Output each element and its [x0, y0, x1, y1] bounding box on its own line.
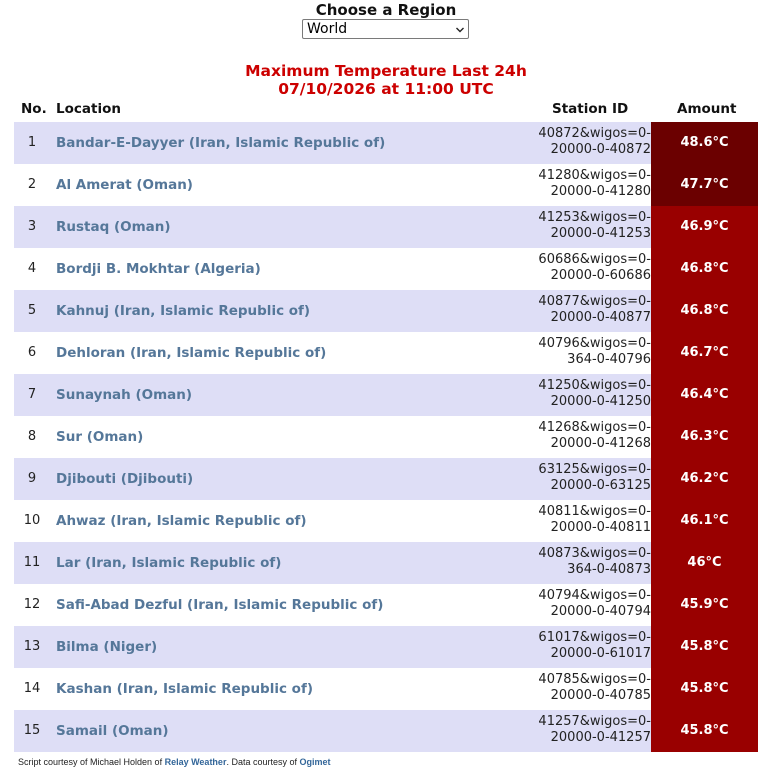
row-number: 7	[27, 387, 37, 402]
row-station-id	[519, 588, 651, 622]
row-location-link[interactable]: Kahnuj (Iran, Islamic Republic of)	[56, 303, 311, 319]
row-number: 12	[23, 597, 41, 612]
temperature-table	[14, 122, 758, 752]
row-amount: 46.8°C	[651, 290, 758, 332]
row-station-id	[519, 546, 651, 580]
table-row	[14, 458, 758, 500]
row-station-id	[519, 336, 651, 370]
station-id-line2: 20000-0-40811	[550, 520, 651, 535]
row-number: 1	[27, 135, 37, 150]
station-id-line2: 364-0-40873	[567, 562, 651, 577]
row-location-link[interactable]: Kashan (Iran, Islamic Republic of)	[56, 681, 313, 697]
station-id-line2: 20000-0-61017	[550, 646, 651, 661]
row-amount: 48.6°C	[651, 122, 758, 164]
column-header-no: No.	[21, 101, 47, 117]
ogimet-link[interactable]: Ogimet	[299, 757, 331, 767]
table-row	[14, 584, 758, 626]
column-header-location: Location	[56, 101, 121, 117]
table-row	[14, 542, 758, 584]
station-id-line2: 20000-0-40794	[550, 604, 651, 619]
station-id-line2: 20000-0-41268	[550, 436, 651, 451]
row-amount: 46.8°C	[651, 248, 758, 290]
region-select[interactable]	[302, 19, 469, 39]
table-row	[14, 206, 758, 248]
row-station-id	[519, 252, 651, 286]
row-number: 15	[23, 723, 41, 738]
row-amount: 45.8°C	[651, 626, 758, 668]
station-id-line2: 20000-0-41257	[550, 730, 651, 745]
row-location-link[interactable]: Dehloran (Iran, Islamic Republic of)	[56, 345, 327, 361]
row-location-link[interactable]: Ahwaz (Iran, Islamic Republic of)	[56, 513, 307, 529]
table-row	[14, 626, 758, 668]
row-location-link[interactable]: Samail (Oman)	[56, 723, 169, 739]
table-row	[14, 332, 758, 374]
station-id-line1: 40794&wigos=0-	[538, 588, 651, 603]
relay-weather-link[interactable]: Relay Weather	[164, 757, 227, 767]
row-number: 8	[27, 429, 37, 444]
row-amount: 46.4°C	[651, 374, 758, 416]
row-station-id	[519, 672, 651, 706]
page-title: Maximum Temperature Last 24h	[245, 62, 527, 80]
table-row	[14, 122, 758, 164]
station-id-line1: 41268&wigos=0-	[538, 420, 651, 435]
row-number: 2	[27, 177, 37, 192]
station-id-line1: 40811&wigos=0-	[538, 504, 651, 519]
row-station-id	[519, 420, 651, 454]
page-subtitle-datetime: 07/10/2026 at 11:00 UTC	[278, 80, 494, 98]
row-amount: 46.2°C	[651, 458, 758, 500]
station-id-line2: 20000-0-60686	[550, 268, 651, 283]
row-location-link[interactable]: Rustaq (Oman)	[56, 219, 171, 235]
column-header-station-id: Station ID	[552, 101, 629, 117]
table-header	[14, 100, 758, 120]
station-id-line2: 20000-0-63125	[550, 478, 651, 493]
row-location-link[interactable]: Al Amerat (Oman)	[56, 177, 193, 193]
row-station-id	[519, 504, 651, 538]
row-number: 4	[27, 261, 37, 276]
station-id-line1: 40872&wigos=0-	[538, 126, 651, 141]
station-id-line2: 20000-0-41280	[550, 184, 651, 199]
row-station-id	[519, 714, 651, 748]
row-location-link[interactable]: Djibouti (Djibouti)	[56, 471, 194, 487]
row-station-id	[519, 294, 651, 328]
station-id-line2: 20000-0-41250	[550, 394, 651, 409]
row-station-id	[519, 630, 651, 664]
station-id-line2: 20000-0-40872	[550, 142, 651, 157]
region-select-value: World	[307, 21, 348, 37]
row-amount: 46.1°C	[651, 500, 758, 542]
row-number: 5	[27, 303, 37, 318]
chevron-down-icon	[456, 26, 464, 34]
table-row	[14, 290, 758, 332]
station-id-line1: 41250&wigos=0-	[538, 378, 651, 393]
row-location-link[interactable]: Sur (Oman)	[56, 429, 144, 445]
station-id-line1: 41257&wigos=0-	[538, 714, 651, 729]
region-title: Choose a Region	[315, 1, 457, 19]
station-id-line2: 20000-0-41253	[550, 226, 651, 241]
footer-prefix: Script courtesy of Michael Holden of	[18, 757, 165, 767]
table-row	[14, 248, 758, 290]
row-number: 10	[23, 513, 41, 528]
row-location-link[interactable]: Sunaynah (Oman)	[56, 387, 193, 403]
row-amount: 45.8°C	[651, 668, 758, 710]
table-row	[14, 164, 758, 206]
table-row	[14, 500, 758, 542]
row-location-link[interactable]: Safi-Abad Dezful (Iran, Islamic Republic of)	[56, 597, 384, 613]
row-station-id	[519, 168, 651, 202]
row-number: 13	[23, 639, 41, 654]
station-id-line2: 20000-0-40785	[550, 688, 651, 703]
table-row	[14, 374, 758, 416]
station-id-line1: 40873&wigos=0-	[538, 546, 651, 561]
row-amount: 45.9°C	[651, 584, 758, 626]
footer-middle: . Data courtesy of	[226, 757, 300, 767]
row-number: 14	[23, 681, 41, 696]
row-number: 3	[27, 219, 37, 234]
station-id-line2: 20000-0-40877	[550, 310, 651, 325]
station-id-line1: 60686&wigos=0-	[538, 252, 651, 267]
row-amount: 46.7°C	[651, 332, 758, 374]
table-row	[14, 416, 758, 458]
row-station-id	[519, 126, 651, 160]
row-station-id	[519, 210, 651, 244]
row-number: 6	[27, 345, 37, 360]
column-header-amount: Amount	[677, 101, 737, 117]
station-id-line2: 364-0-40796	[567, 352, 651, 367]
station-id-line1: 63125&wigos=0-	[538, 462, 651, 477]
station-id-line1: 41280&wigos=0-	[538, 168, 651, 183]
table-row	[14, 710, 758, 752]
row-amount: 46°C	[651, 542, 758, 584]
row-location-link[interactable]: Lar (Iran, Islamic Republic of)	[56, 555, 282, 571]
row-amount: 47.7°C	[651, 164, 758, 206]
row-location-link[interactable]: Bandar-E-Dayyer (Iran, Islamic Republic of)	[56, 135, 386, 151]
station-id-line1: 41253&wigos=0-	[538, 210, 651, 225]
station-id-line1: 40796&wigos=0-	[538, 336, 651, 351]
row-station-id	[519, 378, 651, 412]
row-station-id	[519, 462, 651, 496]
row-number: 11	[23, 555, 41, 570]
table-row	[14, 668, 758, 710]
station-id-line1: 61017&wigos=0-	[538, 630, 651, 645]
row-location-link[interactable]: Bordji B. Mokhtar (Algeria)	[56, 261, 261, 277]
footer-credit	[18, 757, 331, 767]
row-number: 9	[27, 471, 37, 486]
row-location-link[interactable]: Bilma (Niger)	[56, 639, 158, 655]
station-id-line1: 40785&wigos=0-	[538, 672, 651, 687]
row-amount: 45.8°C	[651, 710, 758, 752]
row-amount: 46.9°C	[651, 206, 758, 248]
row-amount: 46.3°C	[651, 416, 758, 458]
station-id-line1: 40877&wigos=0-	[538, 294, 651, 309]
